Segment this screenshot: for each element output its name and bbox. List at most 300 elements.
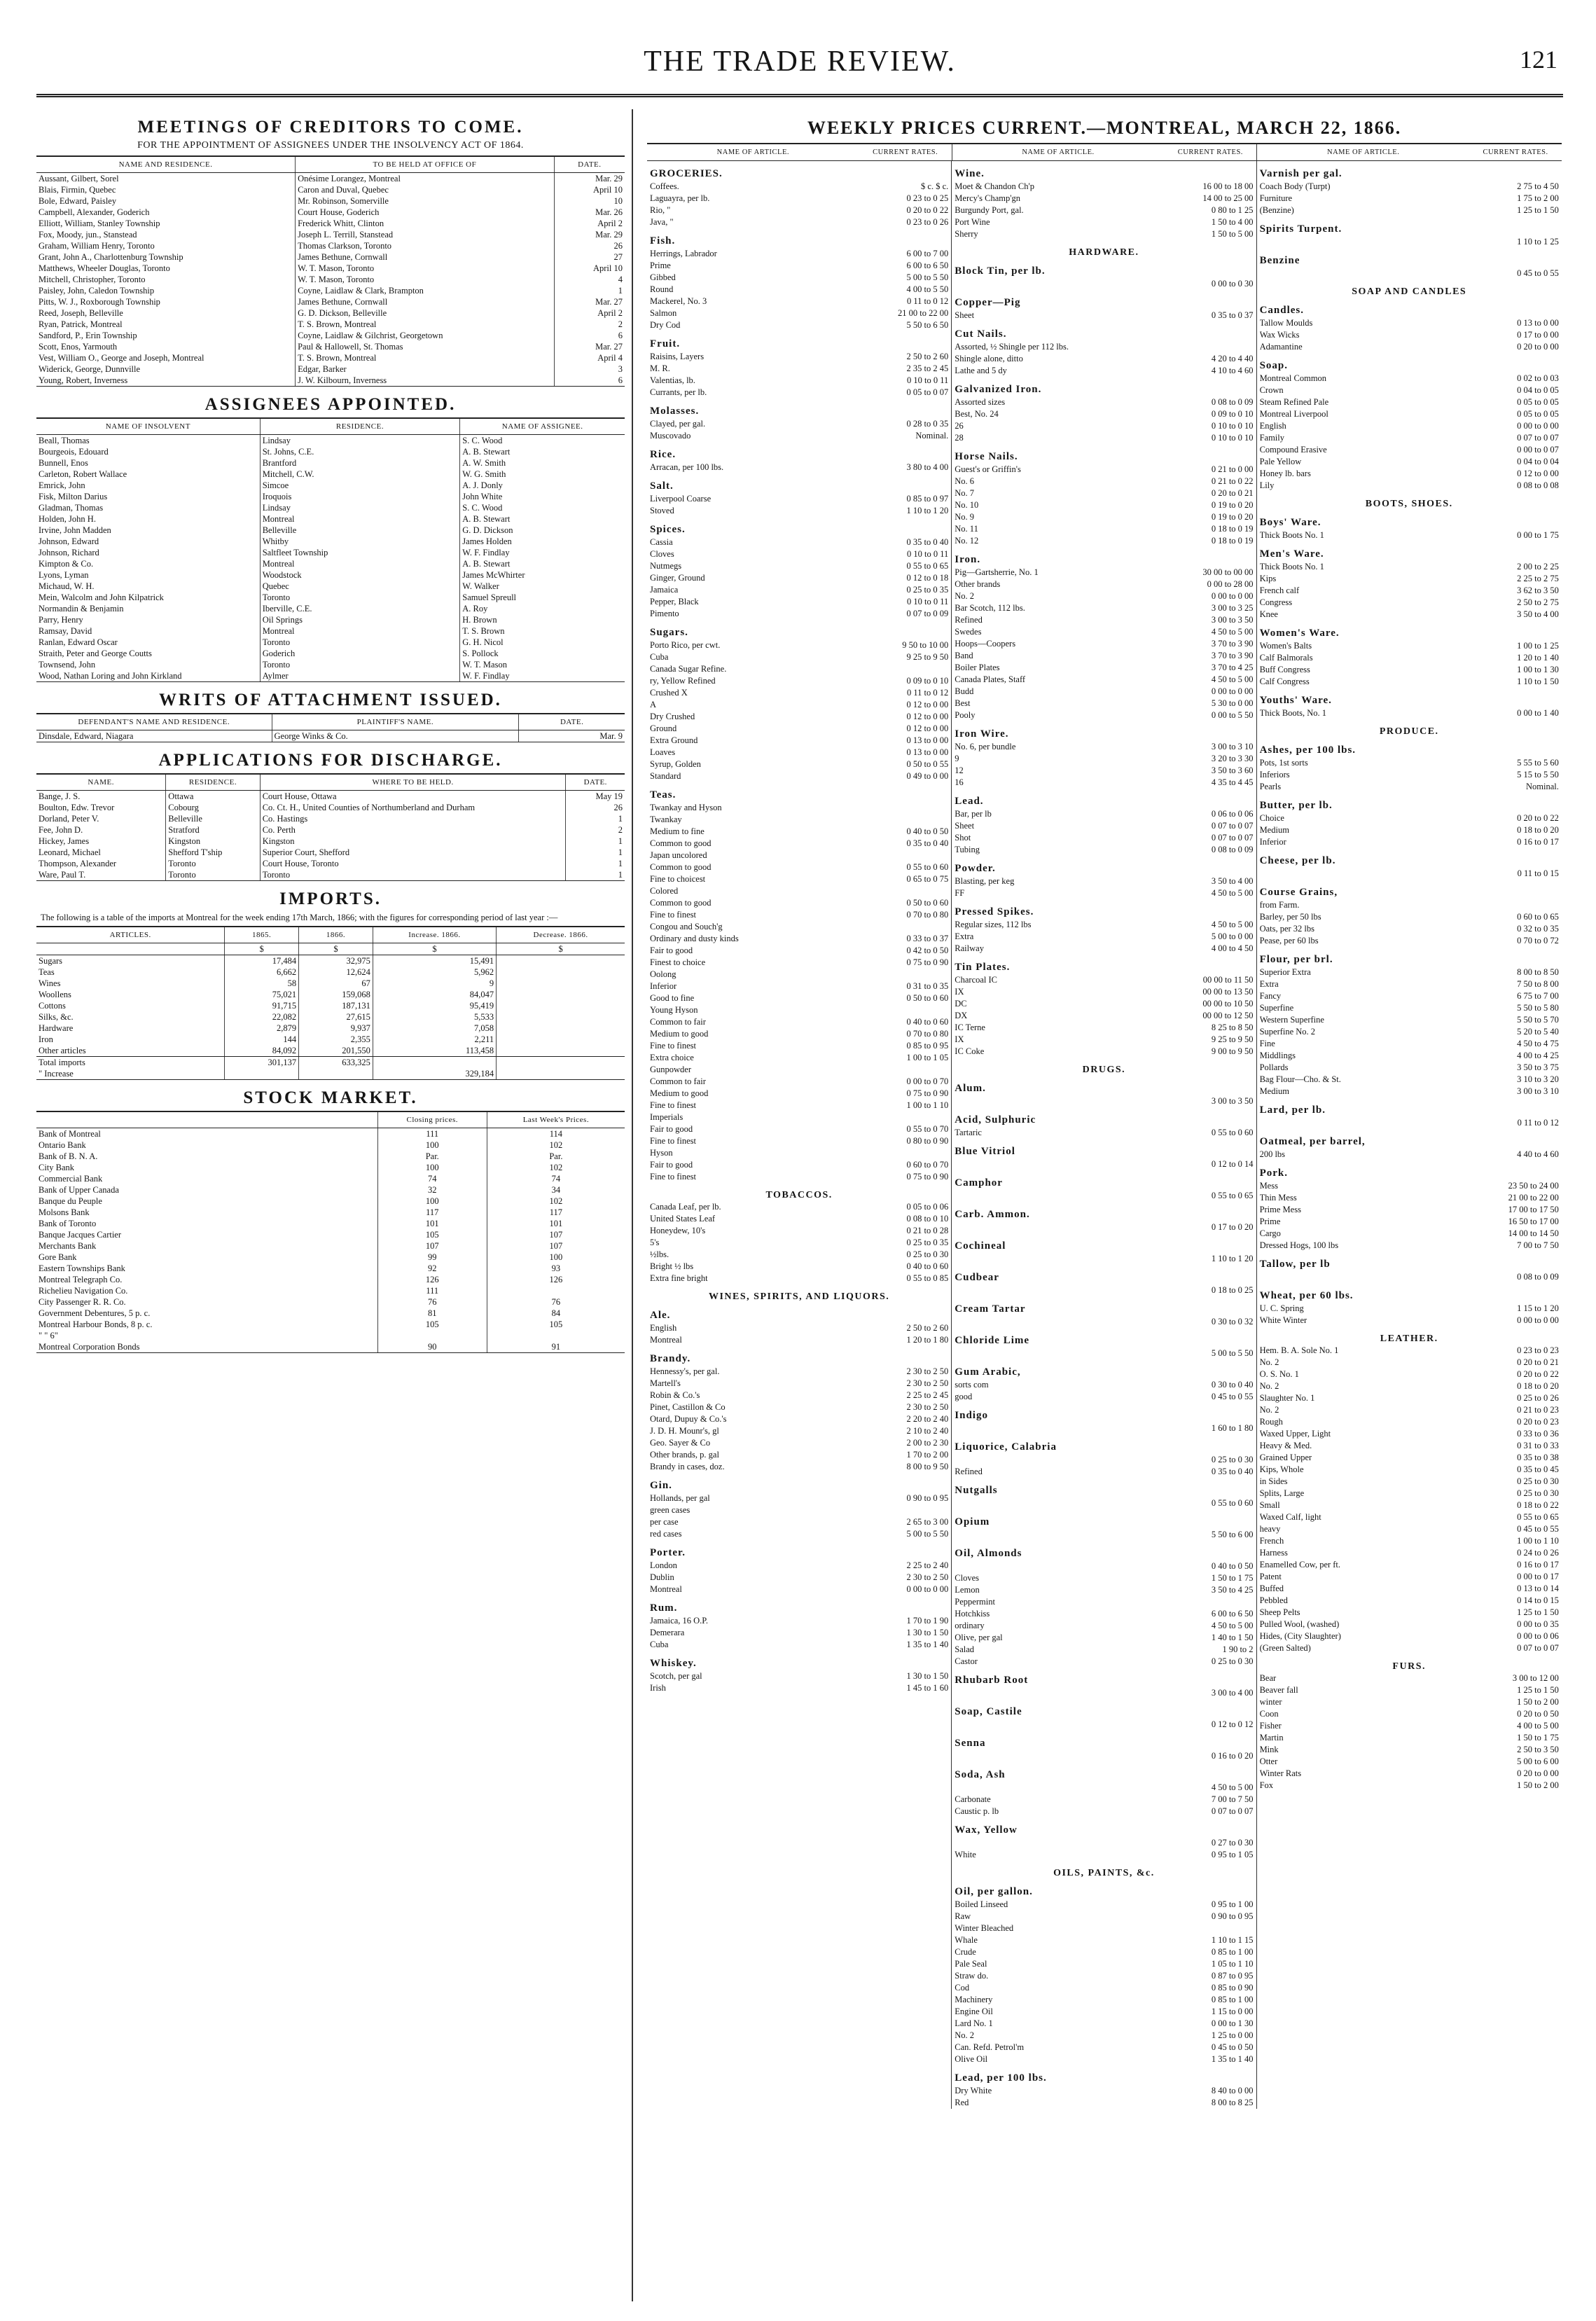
price-row (650, 909, 948, 921)
article-name: Extra (955, 931, 974, 941)
price-row (1260, 1357, 1559, 1369)
table-cell (497, 1011, 625, 1023)
current-rate: 3 00 to 3 50 (1211, 615, 1254, 625)
article-name: Castor (955, 1656, 978, 1666)
stock-section (36, 1088, 625, 1353)
table-row (36, 558, 625, 569)
current-rate: 0 95 to 1 00 (1211, 1899, 1254, 1909)
table-cell: Beall, Thomas (39, 436, 90, 445)
price-category-heading: OILS, PAINTS, &c. (1053, 1868, 1155, 1878)
article-name: green cases (650, 1505, 691, 1515)
current-rate: 0 55 to 0 65 (1517, 1512, 1559, 1522)
table-row (36, 307, 625, 319)
price-row (1260, 1630, 1559, 1642)
current-rate: 0 04 to 0 04 (1517, 457, 1559, 466)
article-name: Burgundy Port, gal. (955, 205, 1024, 215)
table-cell: S. C. Wood (460, 502, 625, 513)
table-cell: 2,211 (373, 1034, 496, 1045)
current-rate: 0 45 to 0 55 (1517, 268, 1559, 278)
article-name: Lemon (955, 1585, 980, 1595)
current-rate: 3 00 to 3 25 (1211, 603, 1254, 613)
current-rate: 1 25 to 0 00 (1211, 2030, 1254, 2040)
current-rate: 0 23 to 0 25 (906, 193, 949, 203)
price-row (1260, 1416, 1559, 1428)
price-row (650, 663, 948, 675)
price-row (650, 1560, 948, 1572)
article-name: Refined (955, 1467, 983, 1476)
table-cell: Townsend, John (39, 660, 96, 670)
table-cell: Johnson, Edward (39, 536, 99, 546)
prices-current-section (647, 109, 1562, 2301)
table-cell: Sandford, P., Erin Township (39, 331, 137, 340)
current-rate: 5 50 to 6 00 (1211, 1530, 1254, 1539)
table-row (36, 670, 625, 682)
current-rate: 0 11 to 0 12 (907, 688, 949, 698)
table-row (36, 480, 625, 491)
current-rate: 4 35 to 4 45 (1211, 777, 1254, 787)
article-name: M. R. (650, 363, 670, 373)
current-rate: 00 00 to 10 50 (1202, 999, 1254, 1009)
price-row (1260, 1026, 1559, 1038)
table-cell: Vest, William O., George and Joseph, Montreal (39, 353, 204, 363)
current-rate: 0 20 to 0 21 (1517, 1357, 1559, 1367)
col-article-2: NAME OF ARTICLE. (952, 144, 1165, 160)
price-row (1260, 1571, 1559, 1583)
table-cell: 187,131 (299, 1000, 373, 1011)
price-section-heading: Brandy. (650, 1353, 691, 1364)
article-name: Carbonate (955, 1794, 991, 1804)
current-rate: Nominal. (915, 431, 949, 441)
table-cell: 15,491 (373, 955, 496, 967)
table-cell: 99 (377, 1252, 487, 1263)
current-rate: 0 85 to 0 95 (906, 1041, 949, 1051)
current-rate: 0 13 to 0 14 (1517, 1584, 1559, 1593)
current-rate: 0 45 to 0 50 (1211, 2042, 1254, 2052)
price-row (650, 969, 948, 981)
imports-note: The following is a table of the imports at Montreal for the week ending 17th March, 1866; with the figures for corresponding period of last year :— (41, 913, 558, 922)
table-cell: A. J. Donly (460, 480, 625, 491)
price-section-heading: Copper—Pig (955, 297, 1021, 308)
table-cell: Government Debentures, 5 p. c. (39, 1308, 151, 1318)
article-name: Calf Balmorals (1259, 653, 1313, 663)
article-name: Medium to fine (650, 826, 705, 836)
article-name (955, 1253, 1163, 1265)
imports-header-row (36, 927, 625, 943)
price-section-heading: Ashes, per 100 lbs. (1259, 744, 1356, 756)
price-row (955, 1466, 1253, 1478)
table-row (36, 592, 625, 603)
price-row (955, 1782, 1253, 1794)
table-row (36, 1252, 625, 1263)
price-row (1260, 1619, 1559, 1630)
current-rate: 30 00 to 00 00 (1202, 567, 1254, 577)
table-cell (497, 1023, 625, 1034)
current-rate: 0 00 to 1 40 (1517, 708, 1559, 718)
table-cell: Dinsdale, Edward, Niagara (36, 730, 272, 742)
table-cell: 2 (566, 824, 625, 836)
current-rate: 1 50 to 1 75 (1517, 1733, 1559, 1743)
price-row (955, 2097, 1253, 2109)
current-rate: 9 00 to 9 50 (1211, 1046, 1254, 1056)
current-rate: 0 55 to 0 60 (1211, 1498, 1254, 1508)
current-rate: 0 45 to 0 55 (1211, 1392, 1254, 1401)
article-name: winter (1259, 1697, 1282, 1707)
current-rate: 0 00 to 0 00 (1517, 421, 1559, 431)
current-rate: 6 00 to 7 00 (906, 249, 949, 258)
current-rate: 0 05 to 0 06 (906, 1202, 949, 1212)
current-rate: 0 80 to 0 90 (906, 1136, 949, 1146)
price-row (955, 1620, 1253, 1632)
price-row (955, 464, 1253, 476)
article-name: Fine to finest (650, 1041, 696, 1051)
article-name: London (650, 1560, 677, 1570)
price-row (650, 1159, 948, 1171)
price-row (650, 747, 948, 758)
price-row (650, 1171, 948, 1183)
price-section-heading: Opium (955, 1516, 990, 1527)
price-row (650, 699, 948, 711)
price-row (650, 284, 948, 296)
article-name (955, 1782, 1163, 1794)
article-name (1260, 268, 1469, 279)
table-cell: 301,137 (225, 1057, 299, 1069)
price-row (955, 602, 1253, 614)
price-row (1260, 1499, 1559, 1511)
article-name: Coach Body (Turpt) (1259, 181, 1331, 191)
price-row (650, 272, 948, 284)
table-cell: Iberville, C.E. (260, 603, 460, 614)
price-row (1260, 1380, 1559, 1392)
article-name: 9 (955, 754, 959, 763)
current-rate: 0 25 to 0 30 (1517, 1488, 1559, 1498)
table-cell: 27 (554, 251, 625, 263)
table-row (36, 978, 625, 989)
table-cell: A. Roy (460, 603, 625, 614)
current-rate: 0 70 to 0 72 (1517, 936, 1559, 945)
price-category-heading: TOBACCOS. (765, 1190, 833, 1200)
current-rate: Nominal. (1525, 782, 1559, 791)
current-rate: 3 00 to 12 00 (1512, 1673, 1559, 1683)
price-row (955, 578, 1253, 590)
article-name: Furniture (1259, 193, 1293, 203)
article-name: Boiled Linseed (955, 1899, 1008, 1909)
price-section-heading: Powder. (955, 863, 996, 874)
article-name: Twankay and Hyson (650, 803, 722, 812)
article-name: Java, " (650, 217, 674, 227)
price-category-heading: WINES, SPIRITS, AND LIQUORS. (708, 1291, 890, 1302)
table-cell: 34 (487, 1184, 625, 1196)
current-rate: 0 30 to 0 32 (1211, 1317, 1254, 1326)
table-cell: Thompson, Alexander (39, 859, 117, 868)
price-row (1260, 268, 1559, 279)
article-name: English (1259, 421, 1286, 431)
table-row (36, 375, 625, 387)
table-cell: Toronto (260, 592, 460, 603)
article-name: Canada Leaf, per lb. (650, 1202, 721, 1212)
current-rate: 0 05 to 0 05 (1517, 397, 1559, 407)
article-name: No. 10 (955, 500, 979, 510)
table-cell: T. S. Brown, Montreal (296, 352, 555, 363)
table-cell: Merchants Bank (39, 1241, 97, 1251)
price-section-heading: Iron Wire. (955, 728, 1009, 740)
table-cell: 101 (487, 1218, 625, 1229)
price-section-heading: Lead. (955, 796, 984, 807)
current-rate: 9 25 to 9 50 (906, 652, 949, 662)
price-row (650, 897, 948, 909)
current-rate: 0 21 to 0 22 (1211, 476, 1254, 486)
article-name: Raisins, Layers (650, 352, 705, 361)
current-rate: 0 35 to 0 37 (1211, 310, 1254, 320)
table-cell: Toronto (260, 869, 566, 881)
table-cell: Leonard, Michael (39, 847, 101, 857)
table-cell: Aussant, Gilbert, Sorel (39, 174, 119, 183)
price-row (650, 1249, 948, 1261)
price-row (650, 802, 948, 814)
table-row (36, 648, 625, 659)
price-row (1260, 1038, 1559, 1050)
article-name: IC Coke (955, 1046, 985, 1056)
article-name: Thick Boots No. 1 (1259, 530, 1324, 540)
current-rate: 0 18 to 0 19 (1211, 524, 1254, 534)
current-rate: 0 50 to 0 55 (906, 759, 949, 769)
table-cell: 74 (377, 1173, 487, 1184)
current-rate (859, 814, 948, 826)
price-row (650, 1449, 948, 1461)
price-row (1260, 1488, 1559, 1499)
table-row (36, 274, 625, 285)
article-name: Refined (955, 615, 983, 625)
article-name: Compound Erasive (1259, 445, 1327, 455)
price-section-heading: Fruit. (650, 338, 681, 349)
price-category-heading: BOOTS, SHOES. (1365, 499, 1453, 509)
article-name: Prime Mess (1259, 1205, 1301, 1214)
article-name: Thick Boots, No. 1 (1259, 708, 1327, 718)
article-name: Bar, per lb (955, 809, 992, 819)
table-cell: Gladman, Thomas (39, 503, 104, 513)
table-cell: 100 (377, 1139, 487, 1151)
article-name: Prime (1259, 1217, 1281, 1226)
article-name (955, 1221, 1163, 1233)
table-cell: Emrick, John (39, 480, 85, 490)
article-name: A (650, 700, 657, 709)
price-row (955, 432, 1253, 444)
table-row (36, 1184, 625, 1196)
table-cell: 105 (487, 1319, 625, 1330)
table-cell: Kingston (260, 836, 566, 847)
table-cell: Bank of Toronto (39, 1219, 97, 1228)
article-name: Standard (650, 771, 681, 781)
current-rate: 0 05 to 0 07 (906, 387, 949, 397)
table-cell: W. T. Mason (460, 659, 625, 670)
table-cell: Saltfleet Township (260, 547, 460, 558)
table-row (36, 435, 625, 447)
price-row (650, 1504, 948, 1516)
table-cell: James Holden (460, 536, 625, 547)
table-cell: Bank of B. N. A. (39, 1151, 98, 1161)
current-rate: 0 60 to 0 70 (906, 1160, 949, 1170)
table-cell (487, 1285, 625, 1296)
article-name: Band (955, 651, 973, 660)
article-name (1260, 236, 1469, 248)
article-name: Dry White (955, 2086, 992, 2095)
article-name: Sheet (955, 821, 975, 831)
price-row (1260, 1768, 1559, 1780)
table-cell: Ryan, Patrick, Montreal (39, 319, 123, 329)
price-row (1260, 384, 1559, 396)
table-cell: Montreal Harbour Bonds, 8 p. c. (39, 1319, 153, 1329)
table-row (36, 218, 625, 229)
current-rate: 1 10 to 1 20 (906, 506, 949, 515)
price-category-heading: FURS. (1392, 1661, 1426, 1672)
price-row (650, 1135, 948, 1147)
table-cell (373, 1057, 496, 1069)
current-rate: 1 50 to 4 00 (1211, 217, 1254, 227)
table-cell: Superior Court, Shefford (260, 847, 566, 858)
article-name: Guest's or Griffin's (955, 464, 1021, 474)
article-name (1260, 1117, 1469, 1129)
col-decrease: Decrease. 1866. (497, 927, 625, 943)
prices-header-row (647, 143, 1562, 161)
table-cell: 27,615 (299, 1011, 373, 1023)
price-section-heading: Oatmeal, per barrel, (1259, 1136, 1366, 1147)
current-rate: 5 00 to 5 50 (1211, 1348, 1254, 1358)
current-rate: 2 30 to 2 50 (906, 1366, 949, 1376)
current-rate: 0 40 to 0 50 (906, 826, 949, 836)
table-cell: Young, Robert, Inverness (36, 375, 296, 387)
current-rate: 0 33 to 0 37 (906, 934, 949, 943)
price-row (650, 1461, 948, 1473)
article-name: Martell's (650, 1378, 681, 1388)
price-row (650, 933, 948, 945)
table-cell: Eastern Townships Bank (39, 1263, 125, 1273)
price-row (1260, 1511, 1559, 1523)
price-row (955, 1794, 1253, 1806)
price-row (650, 1088, 948, 1100)
price-row (650, 1401, 948, 1413)
current-rate: 0 85 to 1 00 (1211, 1947, 1254, 1957)
table-cell: 117 (487, 1207, 625, 1218)
table-cell: 84,092 (225, 1045, 299, 1057)
article-name: Fine (1259, 1039, 1275, 1048)
price-row (650, 1528, 948, 1540)
col-increase: Increase. 1866. (373, 927, 496, 943)
col-date: DATE. (554, 156, 625, 173)
table-row (36, 525, 625, 536)
table-cell: 2,879 (225, 1023, 299, 1034)
table-row (36, 836, 625, 847)
table-cell: 26 (566, 802, 625, 813)
current-rate: 1 40 to 1 50 (1211, 1633, 1254, 1642)
article-name: No. 7 (955, 488, 975, 498)
current-rate: 2 35 to 2 45 (906, 363, 949, 373)
current-rate: 0 17 to 0 20 (1211, 1222, 1254, 1232)
price-section-heading: Salt. (650, 480, 674, 492)
price-row (955, 1958, 1253, 1970)
article-name: Pulled Wool, (washed) (1259, 1619, 1340, 1629)
col-defendant: DEFENDANT'S NAME AND RESIDENCE. (36, 714, 272, 730)
table-cell: 7,058 (373, 1023, 496, 1034)
table-cell (487, 1330, 625, 1341)
current-rate: 3 80 to 4 00 (906, 462, 949, 472)
price-row (650, 687, 948, 699)
table-cell: S. Pollock (460, 648, 625, 659)
price-row (650, 1100, 948, 1111)
current-rate: 0 00 to 1 75 (1517, 530, 1559, 540)
price-row (1260, 640, 1559, 652)
table-cell: 113,458 (373, 1045, 496, 1057)
current-rate: 0 55 to 0 60 (1211, 1128, 1254, 1137)
price-section-heading: Flour, per brl. (1259, 954, 1333, 965)
article-name: Pig—Gartsherrie, No. 1 (955, 567, 1039, 577)
table-cell: Fox, Moody, jun., Stanstead (39, 230, 137, 240)
article-name: No. 9 (955, 512, 975, 522)
table-cell: W. F. Findlay (460, 670, 625, 682)
table-cell: Woollens (39, 990, 71, 999)
article-name: Buffed (1259, 1584, 1284, 1593)
price-row (1260, 181, 1559, 193)
price-row (650, 1040, 948, 1052)
table-cell: Belleville (260, 525, 460, 536)
stock-table (36, 1111, 625, 1353)
price-row (955, 205, 1253, 216)
article-name: Common to good (650, 838, 712, 848)
current-rate: 2 20 to 2 40 (906, 1414, 949, 1424)
current-rate: 1 15 to 0 00 (1211, 2007, 1254, 2016)
current-rate: 1 50 to 2 00 (1517, 1697, 1559, 1707)
table-row (36, 341, 625, 352)
table-row (36, 1173, 625, 1184)
article-name: Best (955, 698, 971, 708)
article-name: Tubing (955, 845, 980, 854)
current-rate: 0 31 to 0 33 (1517, 1441, 1559, 1450)
col-stock (36, 1111, 377, 1128)
table-cell: Campbell, Alexander, Goderich (39, 207, 150, 217)
price-row (955, 777, 1253, 789)
price-section-heading: Gum Arabic, (955, 1366, 1021, 1378)
current-rate: 0 04 to 0 05 (1517, 385, 1559, 395)
table-cell: Cottons (39, 1001, 66, 1011)
price-row (1260, 396, 1559, 408)
current-rate: 1 70 to 2 00 (906, 1450, 949, 1460)
price-section-heading: Tallow, per lb (1259, 1259, 1331, 1270)
article-name: Thick Boots No. 1 (1259, 562, 1324, 571)
current-rate: 0 13 to 0 00 (906, 735, 949, 745)
table-cell: Boulton, Edw. Trevor (39, 803, 115, 812)
table-cell: Ranlan, Edward Oscar (39, 637, 118, 647)
table-cell: Carleton, Robert Wallace (39, 469, 127, 479)
price-row (650, 1273, 948, 1284)
table-row (36, 966, 625, 978)
price-row (650, 296, 948, 307)
table-cell: Mitchell, C.W. (260, 469, 460, 480)
price-row (1260, 408, 1559, 420)
table-cell: 81 (377, 1308, 487, 1319)
price-row (1260, 1672, 1559, 1684)
price-row (955, 1946, 1253, 1958)
price-row (1260, 1216, 1559, 1228)
current-rate: 1 50 to 1 75 (1211, 1573, 1254, 1583)
table-cell: 1 (566, 813, 625, 824)
price-category-heading: PRODUCE. (1379, 726, 1439, 737)
table-cell: 111 (377, 1128, 487, 1140)
current-rate: 3 10 to 3 20 (1517, 1074, 1559, 1084)
current-rate: 7 50 to 8 00 (1517, 979, 1559, 989)
current-rate: 8 00 to 8 50 (1517, 967, 1559, 977)
table-cell: Holden, John H. (39, 514, 96, 524)
price-row (650, 1366, 948, 1378)
price-row (650, 1322, 948, 1334)
current-rate: 0 75 to 0 90 (906, 1172, 949, 1182)
